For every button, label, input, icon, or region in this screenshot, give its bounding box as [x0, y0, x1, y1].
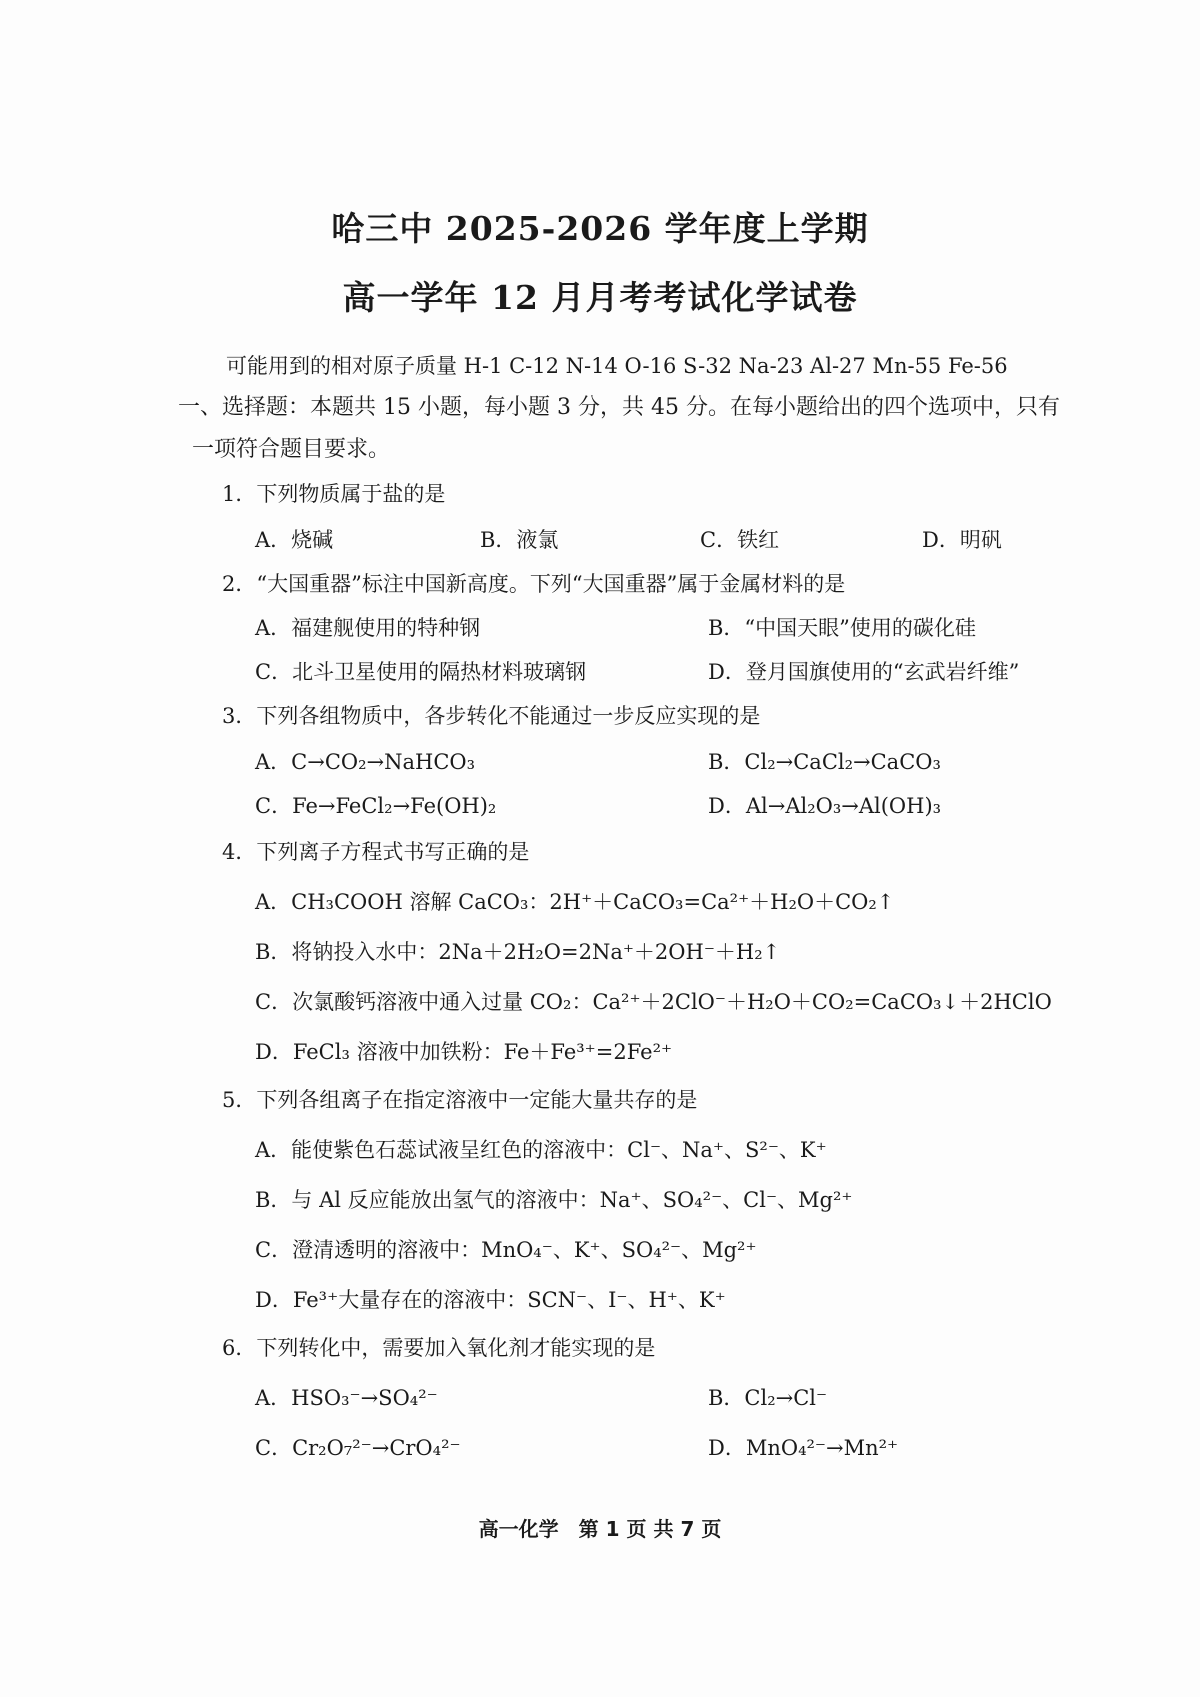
question-4-option-c: C．次氯酸钙溶液中通入过量 CO₂：Ca²⁺＋2ClO⁻＋H₂O＋CO₂=CaCO₃↓＋2HClO — [255, 990, 1052, 1014]
question-6-option-b: B．Cl₂→Cl⁻ — [708, 1386, 828, 1410]
question-2-stem: 2．“大国重器”标注中国新高度。下列“大国重器”属于金属材料的是 — [222, 572, 846, 596]
question-6-option-d: D．MnO₄²⁻→Mn²⁺ — [708, 1436, 899, 1460]
question-4-option-d: D．FeCl₃ 溶液中加铁粉：Fe＋Fe³⁺=2Fe²⁺ — [255, 1040, 673, 1064]
atomic-masses-note: 可能用到的相对原子质量 H-1 C-12 N-14 O-16 S-32 Na-23 Al-27 Mn-55 Fe-56 — [226, 354, 1008, 378]
section-heading-continued: 一项符合题目要求。 — [192, 437, 391, 462]
question-3-option-b: B．Cl₂→CaCl₂→CaCO₃ — [708, 750, 941, 774]
question-5-option-b: B．与 Al 反应能放出氢气的溶液中：Na⁺、SO₄²⁻、Cl⁻、Mg²⁺ — [255, 1188, 853, 1212]
exam-title-line2: 高一学年 12 月月考考试化学试卷 — [342, 278, 858, 317]
question-5-option-c: C．澄清透明的溶液中：MnO₄⁻、K⁺、SO₄²⁻、Mg²⁺ — [255, 1238, 757, 1262]
question-2-option-c: C．北斗卫星使用的隔热材料玻璃钢 — [255, 660, 587, 684]
question-1-option-d: D．明矾 — [922, 528, 1002, 552]
question-2-option-a: A．福建舰使用的特种钢 — [255, 616, 481, 640]
section-heading: 一、选择题：本题共 15 小题，每小题 3 分，共 45 分。在每小题给出的四个选项中，只有 — [178, 395, 1060, 420]
question-1-option-b: B．液氯 — [480, 528, 559, 552]
question-2-option-b: B．“中国天眼”使用的碳化硅 — [708, 616, 976, 640]
question-5-option-d: D．Fe³⁺大量存在的溶液中：SCN⁻、I⁻、H⁺、K⁺ — [255, 1288, 726, 1312]
question-1-option-a: A．烧碱 — [255, 528, 334, 552]
question-3-option-d: D．Al→Al₂O₃→Al(OH)₃ — [708, 794, 942, 818]
question-4-option-a: A．CH₃COOH 溶解 CaCO₃：2H⁺＋CaCO₃=Ca²⁺＋H₂O＋CO₂↑ — [255, 890, 895, 914]
question-6-option-c: C．Cr₂O₇²⁻→CrO₄²⁻ — [255, 1436, 461, 1460]
question-6-option-a: A．HSO₃⁻→SO₄²⁻ — [255, 1386, 438, 1410]
question-3-option-a: A．C→CO₂→NaHCO₃ — [255, 750, 476, 774]
page-footer: 高一化学 第 1 页 共 7 页 — [478, 1517, 722, 1541]
question-5-stem: 5．下列各组离子在指定溶液中一定能大量共存的是 — [222, 1088, 698, 1112]
question-6-stem: 6．下列转化中，需要加入氧化剂才能实现的是 — [222, 1336, 656, 1360]
question-3-option-c: C．Fe→FeCl₂→Fe(OH)₂ — [255, 794, 497, 818]
question-4-option-b: B．将钠投入水中：2Na＋2H₂O=2Na⁺＋2OH⁻＋H₂↑ — [255, 940, 781, 964]
question-2-option-d: D．登月国旗使用的“玄武岩纤维” — [708, 660, 1020, 684]
question-5-option-a: A．能使紫色石蕊试液呈红色的溶液中：Cl⁻、Na⁺、S²⁻、K⁺ — [255, 1138, 827, 1162]
exam-title-line1: 哈三中 2025-2026 学年度上学期 — [331, 209, 869, 248]
question-1-option-c: C．铁红 — [700, 528, 780, 552]
question-3-stem: 3．下列各组物质中，各步转化不能通过一步反应实现的是 — [222, 704, 761, 728]
question-1-stem: 1．下列物质属于盐的是 — [222, 482, 446, 506]
question-4-stem: 4．下列离子方程式书写正确的是 — [222, 840, 530, 864]
